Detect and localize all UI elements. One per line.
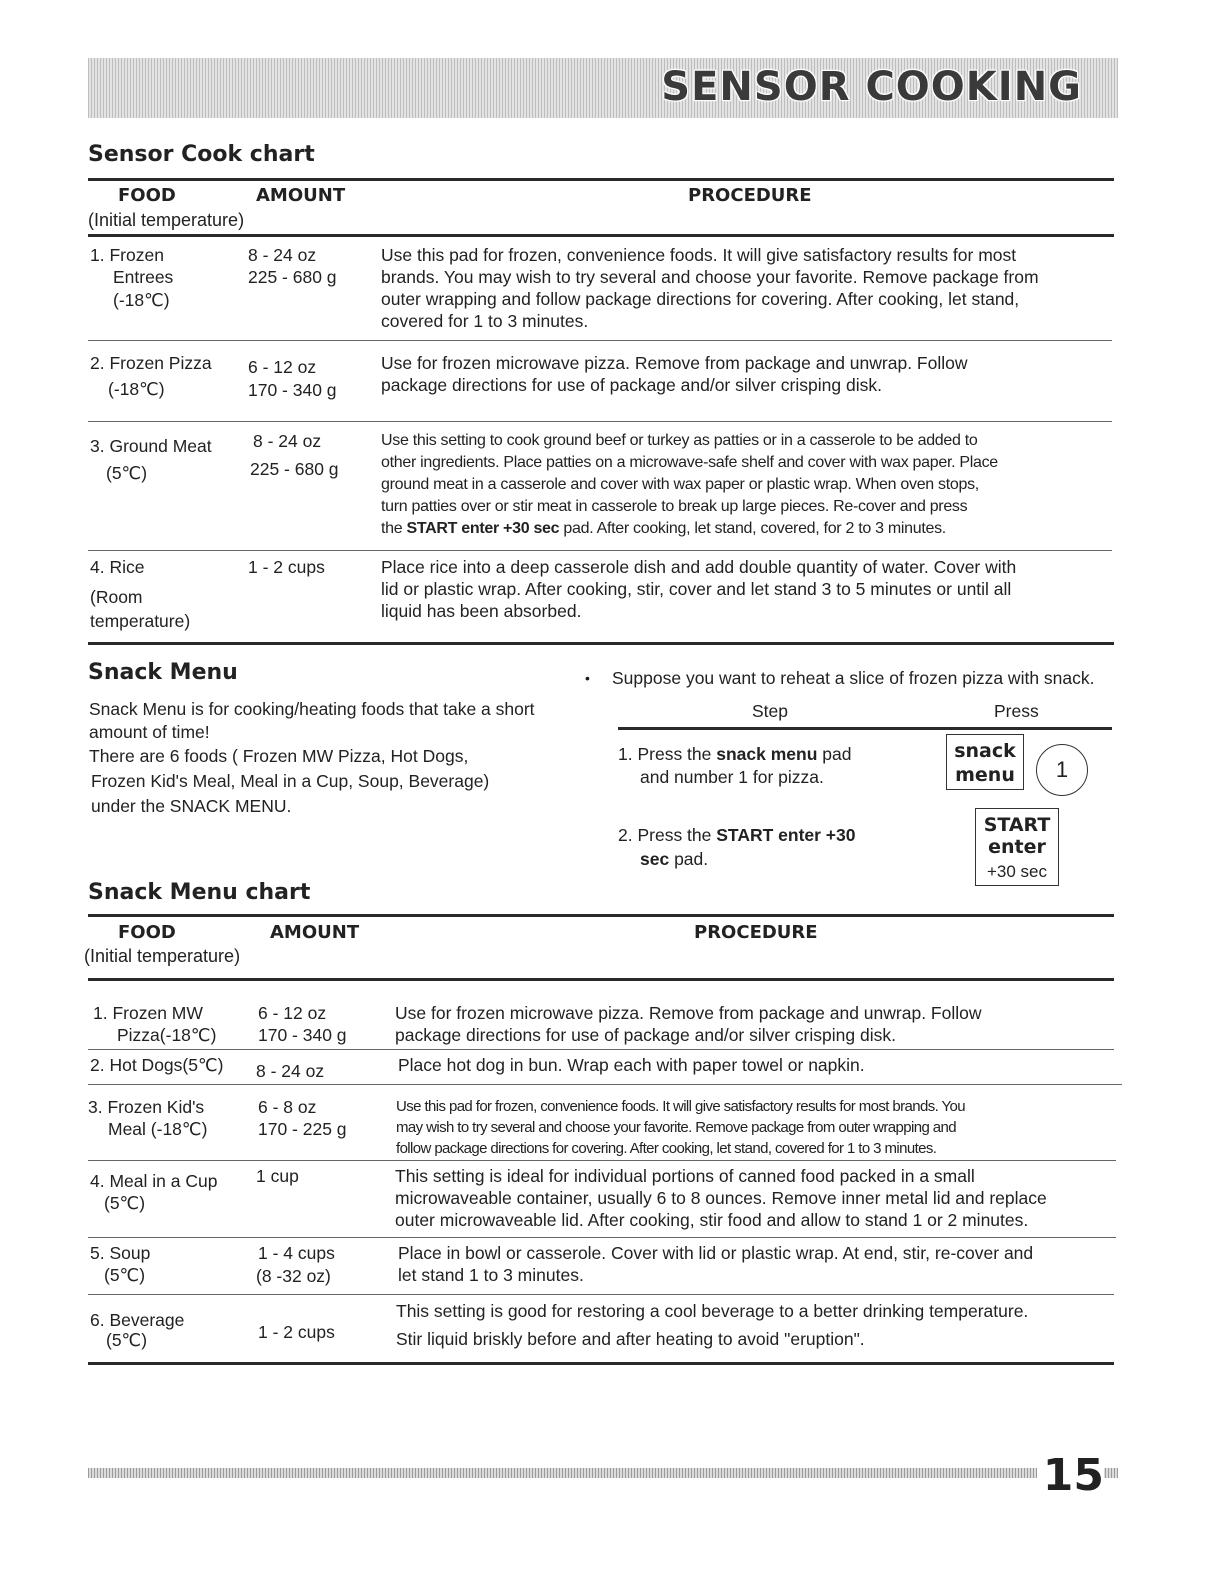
divider — [88, 1049, 1114, 1050]
amount-cell: 1 - 2 cups — [258, 1322, 335, 1342]
divider — [88, 421, 1112, 422]
amount-cell: 170 - 225 g — [258, 1119, 347, 1139]
food-cell: 4. Meal in a Cup — [90, 1171, 218, 1191]
divider — [88, 178, 1114, 181]
col-header-food: FOOD — [118, 185, 176, 206]
procedure-cell: Use for frozen microwave pizza. Remove from package and unwrap. Follow — [395, 1003, 982, 1023]
page-number: 15 — [1037, 1450, 1104, 1501]
sensor-chart-title: Sensor Cook chart — [88, 142, 315, 167]
procedure-cell: Stir liquid briskly before and after heating to avoid "eruption". — [396, 1329, 865, 1349]
procedure-cell: Place in bowl or casserole. Cover with lid or plastic wrap. At end, stir, re-cover and — [398, 1243, 1034, 1263]
snack-menu-key-label: snack — [954, 740, 1016, 762]
amount-cell: 6 - 12 oz — [258, 1003, 327, 1023]
col-header-food: FOOD — [118, 922, 176, 943]
food-cell: (Room — [90, 587, 143, 607]
procedure-cell: package directions for use of package and/or silver crisping disk. — [395, 1025, 896, 1045]
procedure-cell: follow package directions for covering. After cooking, let stand, covered for 1 to 3 minutes. — [396, 1140, 937, 1157]
divider — [618, 727, 1112, 730]
procedure-cell: Use for frozen microwave pizza. Remove from package and unwrap. Follow — [381, 353, 968, 373]
divider — [88, 1294, 1114, 1295]
food-cell: 3. Frozen Kid's — [88, 1097, 205, 1117]
procedure-cell: covered for 1 to 3 minutes. — [381, 311, 589, 331]
divider — [88, 1084, 1122, 1085]
amount-cell: 225 - 680 g — [250, 459, 339, 479]
amount-cell: 1 - 2 cups — [248, 557, 325, 577]
procedure-cell: lid or plastic wrap. After cooking, stir, cover and let stand 3 to 5 minutes or until all — [381, 579, 1012, 599]
amount-cell: 8 - 24 oz — [256, 1061, 325, 1081]
snack-example-text: Suppose you want to reheat a slice of frozen pizza with snack. — [612, 668, 1095, 688]
snack-menu-desc: under the SNACK MENU. — [91, 796, 292, 816]
food-cell: Entrees — [113, 267, 174, 287]
procedure-cell: outer wrapping and follow package directions for covering. After cooking, let stand, — [381, 289, 1020, 309]
col-header-amount: AMOUNT — [256, 185, 346, 206]
bullet-icon: • — [585, 670, 590, 686]
amount-cell: 225 - 680 g — [248, 267, 337, 287]
amount-cell: 170 - 340 g — [258, 1025, 347, 1045]
step-2-text: sec pad. — [640, 849, 709, 869]
divider — [88, 234, 1114, 237]
procedure-cell: liquid has been absorbed. — [381, 601, 582, 621]
press-header: Press — [994, 701, 1039, 721]
number-1-key: 1 — [1036, 744, 1088, 796]
divider — [88, 1362, 1114, 1365]
divider — [88, 978, 1114, 981]
food-cell: Meal (-18℃) — [108, 1119, 208, 1139]
step-1-text: 1. Press the snack menu pad — [618, 744, 852, 764]
food-cell: 1. Frozen — [90, 245, 164, 265]
footer-bar — [88, 1468, 1118, 1478]
col-header-initial-temp: (Initial temperature) — [88, 210, 245, 230]
col-header-amount: AMOUNT — [270, 922, 360, 943]
divider — [88, 642, 1114, 645]
page-title: SENSOR COOKING — [661, 64, 1082, 110]
step-1-text: and number 1 for pizza. — [640, 767, 824, 787]
food-cell: (5℃) — [104, 1265, 146, 1285]
food-cell: temperature) — [90, 611, 191, 631]
start-key-label: +30 sec — [986, 862, 1047, 881]
step-2-text: 2. Press the START enter +30 — [618, 825, 856, 845]
amount-cell: 170 - 340 g — [248, 380, 337, 400]
start-key-label: START — [983, 814, 1051, 836]
food-cell: (5℃) — [106, 463, 148, 483]
food-cell: 3. Ground Meat — [90, 436, 212, 456]
amount-cell: (8 -32 oz) — [256, 1266, 331, 1286]
snack-menu-desc: amount of time! — [89, 722, 210, 742]
snack-menu-desc: Snack Menu is for cooking/heating foods that take a short — [89, 699, 535, 719]
procedure-cell: Place hot dog in bun. Wrap each with paper towel or napkin. — [398, 1055, 865, 1075]
divider — [88, 914, 1114, 917]
procedure-cell: turn patties over or stir meat in casserole to break up large pieces. Re-cover and press — [381, 498, 968, 515]
snack-chart-title: Snack Menu chart — [88, 880, 311, 905]
amount-cell: 1 - 4 cups — [258, 1243, 335, 1263]
food-cell: (5℃) — [104, 1193, 146, 1213]
procedure-cell: This setting is ideal for individual portions of canned food packed in a small — [395, 1166, 975, 1186]
amount-cell: 1 cup — [256, 1166, 299, 1186]
amount-cell: 8 - 24 oz — [253, 431, 322, 451]
col-header-procedure: PROCEDURE — [694, 922, 818, 943]
snack-menu-desc: Frozen Kid's Meal, Meal in a Cup, Soup, Beverage) — [91, 771, 490, 791]
food-cell: 4. Rice — [90, 557, 145, 577]
food-cell: (5℃) — [106, 1330, 148, 1350]
snack-menu-title: Snack Menu — [88, 660, 238, 685]
procedure-cell: the START enter +30 sec pad. After cooking, let stand, covered, for 2 to 3 minutes. — [381, 520, 946, 537]
divider — [88, 1237, 1116, 1238]
food-cell: (-18℃) — [108, 379, 165, 399]
divider — [88, 340, 1112, 341]
amount-cell: 6 - 8 oz — [258, 1097, 317, 1117]
procedure-cell: may wish to try several and choose your favorite. Remove package from outer wrapping and — [396, 1119, 957, 1136]
procedure-cell: other ingredients. Place patties on a microwave-safe shelf and cover with wax paper. Place — [381, 454, 998, 471]
start-key — [975, 808, 1059, 886]
procedure-cell: outer microwaveable lid. After cooking, stir food and allow to stand 1 or 2 minutes. — [395, 1210, 1029, 1230]
step-header: Step — [752, 701, 788, 721]
amount-cell: 8 - 24 oz — [248, 245, 317, 265]
snack-menu-key — [946, 734, 1024, 790]
food-cell: 2. Frozen Pizza — [90, 353, 212, 373]
procedure-cell: microwaveable container, usually 6 to 8 ounces. Remove inner metal lid and replace — [395, 1188, 1047, 1208]
food-cell: 2. Hot Dogs(5℃) — [90, 1055, 224, 1075]
col-header-initial-temp: (Initial temperature) — [84, 946, 241, 966]
procedure-cell: Use this pad for frozen, convenience foods. It will give satisfactory results for most — [381, 245, 1017, 265]
procedure-cell: brands. You may wish to try several and choose your favorite. Remove package from — [381, 267, 1039, 287]
procedure-cell: Use this pad for frozen, convenience foods. It will give satisfactory results for most brands. You — [396, 1098, 966, 1115]
procedure-cell: Place rice into a deep casserole dish and add double quantity of water. Cover with — [381, 557, 1017, 577]
divider — [88, 1160, 1116, 1161]
food-cell: 5. Soup — [90, 1243, 151, 1263]
snack-menu-desc: There are 6 foods ( Frozen MW Pizza, Hot Dogs, — [89, 746, 469, 766]
start-key-label: enter — [988, 836, 1046, 858]
header-banner — [88, 58, 1118, 118]
procedure-cell: Use this setting to cook ground beef or turkey as patties or in a casserole to be added to — [381, 432, 978, 449]
food-cell: 1. Frozen MW — [93, 1003, 203, 1023]
divider — [88, 550, 1112, 551]
food-cell: Pizza(-18℃) — [117, 1025, 217, 1045]
procedure-cell: This setting is good for restoring a cool beverage to a better drinking temperature. — [396, 1301, 1029, 1321]
snack-menu-key-label: menu — [955, 764, 1015, 786]
col-header-procedure: PROCEDURE — [688, 185, 812, 206]
food-cell: 6. Beverage — [90, 1310, 185, 1330]
amount-cell: 6 - 12 oz — [248, 357, 317, 377]
procedure-cell: let stand 1 to 3 minutes. — [398, 1265, 584, 1285]
procedure-cell: package directions for use of package and/or silver crisping disk. — [381, 375, 882, 395]
procedure-cell: ground meat in a casserole and cover with wax paper or plastic wrap. When oven stops, — [381, 476, 979, 493]
food-cell: (-18℃) — [113, 290, 170, 310]
